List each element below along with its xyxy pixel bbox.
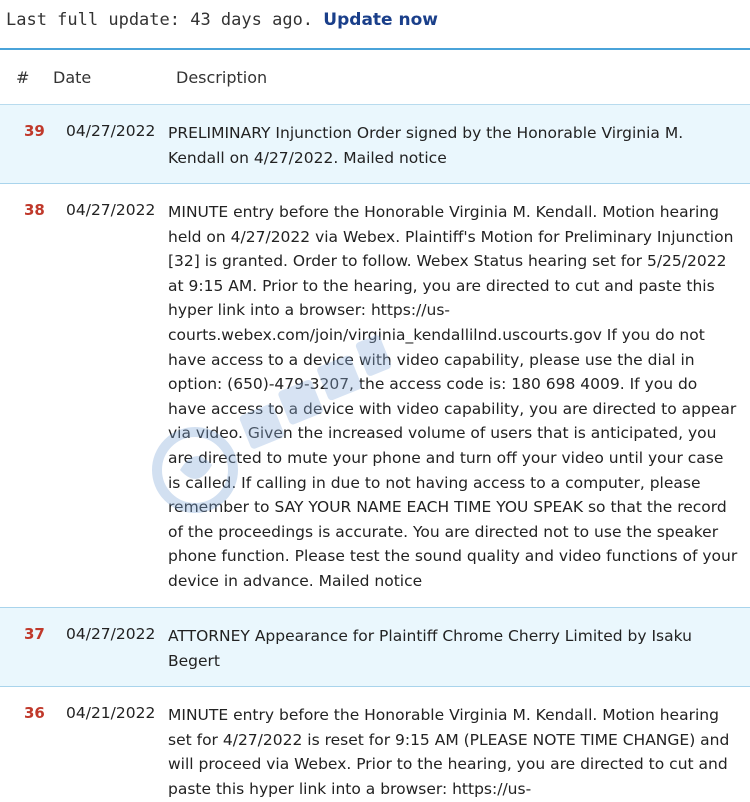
entry-description: ATTORNEY Appearance for Plaintiff Chrome Cherry Limited by Isaku Begert bbox=[168, 627, 692, 670]
entry-date: 04/27/2022 bbox=[66, 201, 156, 219]
docket-entry-row bbox=[0, 608, 750, 687]
entry-number[interactable]: 36 bbox=[24, 704, 45, 722]
update-status-bar bbox=[6, 10, 438, 30]
docket-entry-row bbox=[0, 687, 750, 802]
docket-entry-row bbox=[0, 105, 750, 184]
entry-description: MINUTE entry before the Honorable Virginia M. Kendall. Motion hearing set for 4/27/2022 is reset for 9:15 AM (PLEASE NOTE TIME CHANGE) and will proceed via Webex. Prior to the hearing, you are directed to cut and paste this hyper link into a browser: https://us- bbox=[168, 706, 730, 798]
entry-description: MINUTE entry before the Honorable Virginia M. Kendall. Motion hearing held on 4/27/2022 via Webex. Plaintiff's Motion for Preliminary Injunction [32] is granted. Order to follow. Webex Status hearing set for 5/25/2022 at 9:15 AM. Prior to the hearing, you are directed to cut and paste this hyper link into a browser: https://us-courts.webex.com/join/virginia_kendallilnd.uscourts.gov If you do not have access to a device with video capability, please use the dial in option: (650)-479-3207, the access code is: 180 698 4009. If you do have access to a device with video capability, you are directed to appear via video. Given the increased volume of users that is anticipated, you are directed to mute your phone and turn off your video until your case is called. If calling in due to not having access to a computer, please remember to SAY YOUR NAME EACH TIME YOU SPEAK so that the record of the proceedings is accurate. You are directed not to use the speaker phone function. Please test the sound quality and video functions of your device in advance. Mailed notice bbox=[168, 203, 738, 590]
column-header-description[interactable]: Description bbox=[176, 68, 268, 87]
entry-description: PRELIMINARY Injunction Order signed by the Honorable Virginia M. Kendall on 4/27/2022. Mailed notice bbox=[168, 124, 684, 167]
entry-date: 04/27/2022 bbox=[66, 122, 156, 140]
update-now-link[interactable]: Update now bbox=[323, 10, 438, 30]
entry-number[interactable]: 37 bbox=[24, 625, 45, 643]
column-header-number[interactable]: # bbox=[16, 68, 30, 87]
entry-number[interactable]: 38 bbox=[24, 201, 45, 219]
entry-number[interactable]: 39 bbox=[24, 122, 45, 140]
entry-date: 04/21/2022 bbox=[66, 704, 156, 722]
docket-entry-row bbox=[0, 184, 750, 608]
last-update-text: Last full update: 43 days ago. bbox=[6, 10, 314, 30]
entry-date: 04/27/2022 bbox=[66, 625, 156, 643]
table-header-row bbox=[0, 50, 750, 105]
column-header-date[interactable]: Date bbox=[53, 68, 92, 87]
